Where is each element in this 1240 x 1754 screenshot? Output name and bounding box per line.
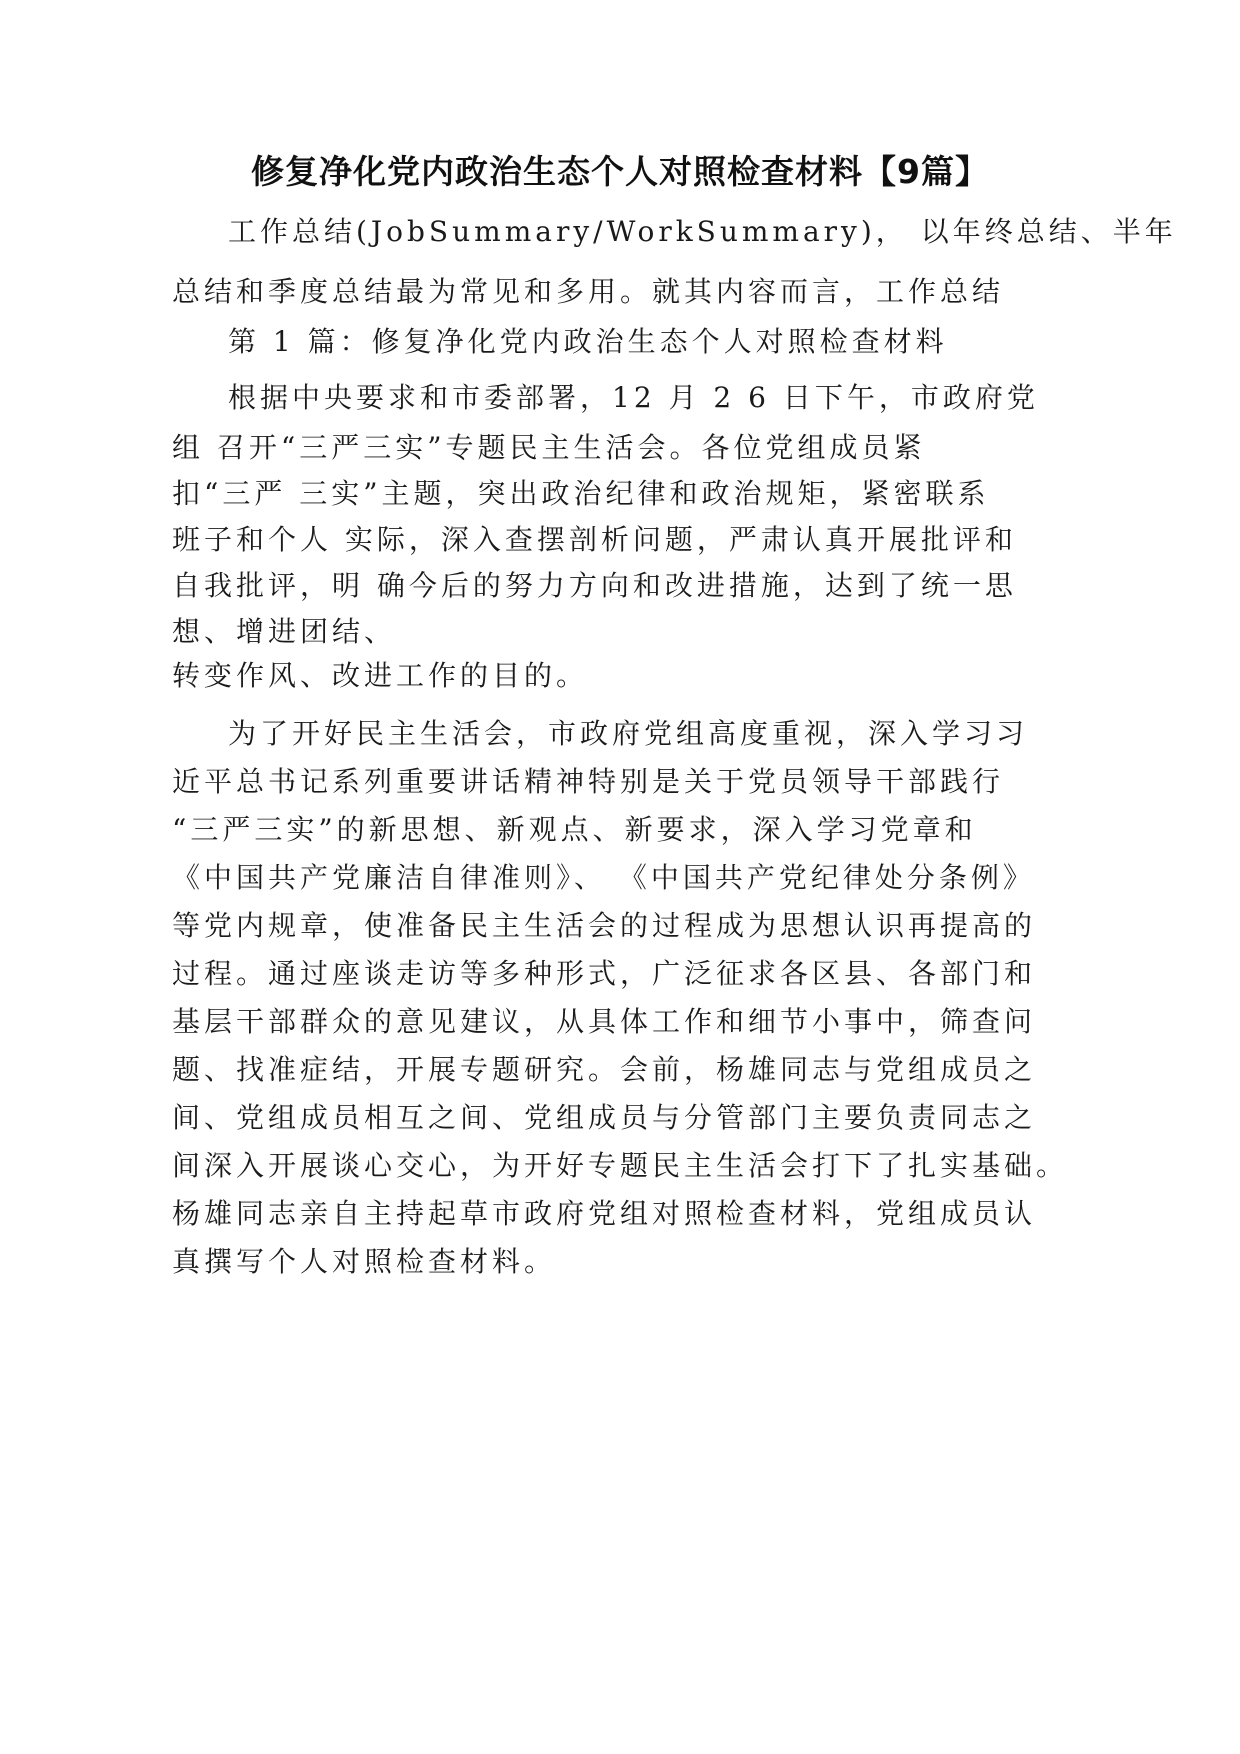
paragraph-line: 为了开好民主生活会，市政府党组高度重视，深入学习习 [228, 717, 1029, 750]
paragraph-line: 转变作风、改进工作的目的。 [172, 659, 589, 692]
paragraph-line: 自我批评，明 确今后的努力方向和改进措施，达到了统一思 [172, 569, 1017, 602]
paragraph-line: 间深入开展谈心交心，为开好专题民主生活会打下了扎实基础。 [172, 1149, 1069, 1182]
paragraph-line: 组 召开“三严三实”专题民主生活会。各位党组成员紧 [172, 431, 926, 464]
paragraph-line: 等党内规章，使准备民主生活会的过程成为思想认识再提高的 [172, 909, 1037, 942]
paragraph-line: 真撰写个人对照检查材料。 [172, 1245, 557, 1278]
paragraph-line: 班子和个人 实际，深入查摆剖析问题，严肃认真开展批评和 [172, 523, 1017, 556]
paragraph-line: 题、找准症结，开展专题研究。会前，杨雄同志与党组成员之 [172, 1053, 1037, 1086]
paragraph-line: 间、党组成员相互之间、党组成员与分管部门主要负责同志之 [172, 1101, 1037, 1134]
paragraph-line: “三严三实”的新思想、新观点、新要求，深入学习党章和 [172, 813, 977, 846]
paragraph-line: 基层干部群众的意见建议，从具体工作和细节小事中，筛查问 [172, 1005, 1037, 1038]
intro-line-2: 总结和季度总结最为常见和多用。就其内容而言，工作总结 [172, 275, 1005, 308]
paragraph-line: 扣“三严 三实”主题，突出政治纪律和政治规矩，紧密联系 [172, 477, 990, 510]
document-title: 修复净化党内政治生态个人对照检查材料【9篇】 [251, 152, 989, 191]
section-heading: 第 1 篇：修复净化党内政治生态个人对照检查材料 [228, 325, 948, 358]
paragraph-line: 过程。通过座谈走访等多种形式，广泛征求各区县、各部门和 [172, 957, 1037, 990]
paragraph-line: 近平总书记系列重要讲话精神特别是关于党员领导干部践行 [172, 765, 1005, 798]
intro-line-1: 工作总结(JobSummary/WorkSummary)， 以年终总结、半年 [228, 215, 1177, 248]
paragraph-line: 想、增进团结、 [172, 615, 397, 648]
paragraph-line: 杨雄同志亲自主持起草市政府党组对照检查材料，党组成员认 [172, 1197, 1037, 1230]
paragraph-line: 根据中央要求和市委部署，12 月 2 6 日下午，市政府党 [228, 381, 1039, 414]
paragraph-line: 《中国共产党廉洁自律准则》、 《中国共产党纪律处分条例》 [172, 861, 1035, 894]
